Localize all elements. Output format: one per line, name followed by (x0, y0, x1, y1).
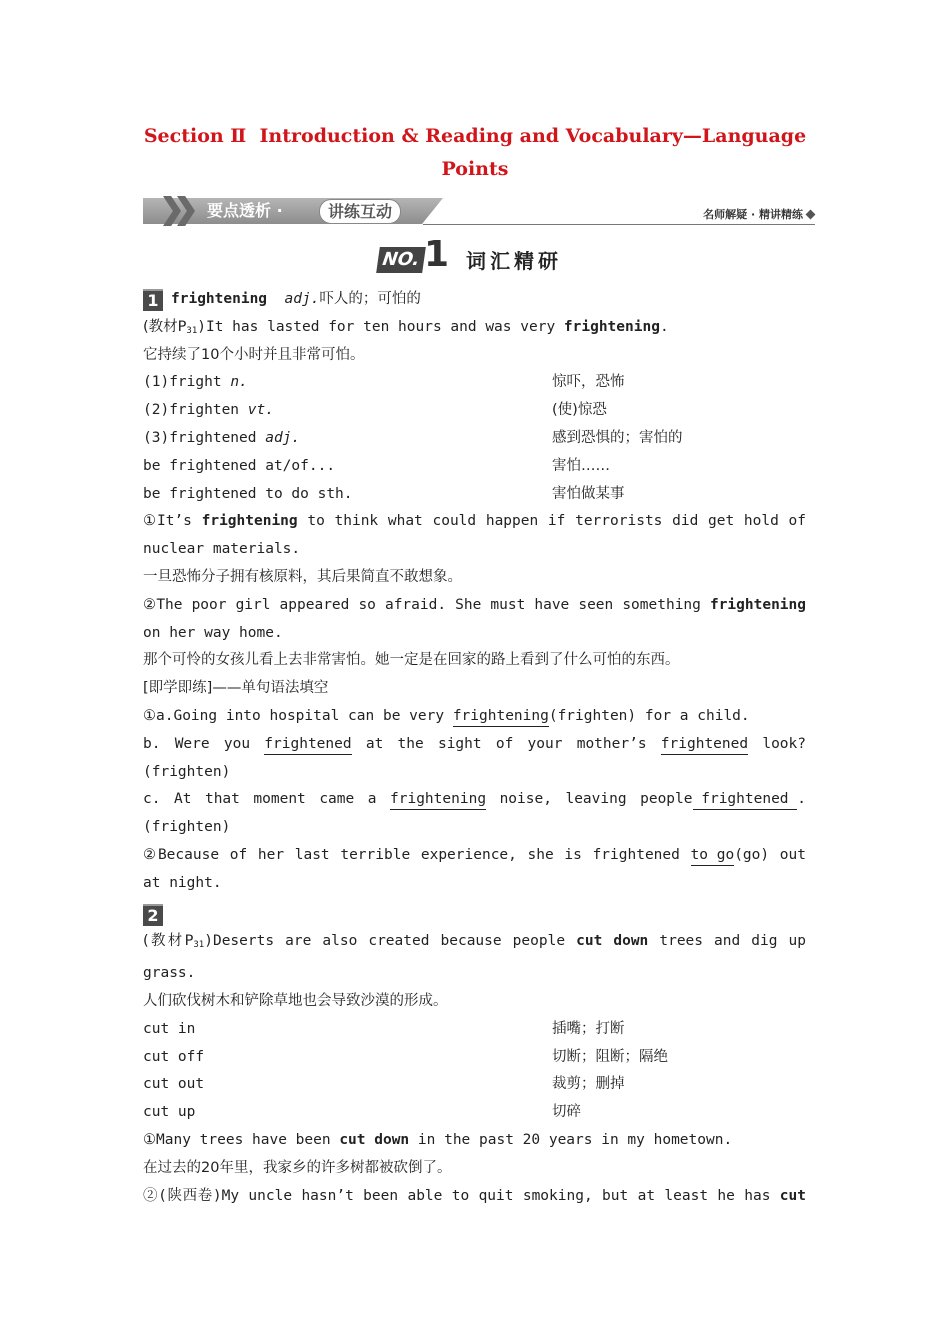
practice-title: [即学即练]——单句语法填空 (143, 680, 329, 697)
item-1-source: (教材$P_{31})It$ has lasted for ten hours and was very frightening. (143, 318, 669, 336)
phrase-row: cut in 插嘴；打断 (143, 1020, 625, 1037)
item-2-heading (143, 901, 806, 929)
section-number: 1 (424, 234, 450, 275)
page-title (140, 120, 810, 186)
item-2-example-1: ①Many trees have been cut down in the past 20 years in my hometown. (143, 1131, 733, 1148)
practice-q2: ②Because of her last terrible experience, she is frightened to go(go) out at night. (143, 846, 806, 891)
banner-label: 要点透析 · (207, 201, 283, 220)
form-row: (1)fright n. 惊吓，恐怖 (143, 374, 625, 391)
example-2-translation: 那个可怜的女孩儿看上去非常害怕。她一定是在回家的路上看到了什么可怕的东西。 (143, 652, 680, 669)
title-line-1: Section Ⅱ Introduction & Reading and Vocabulary—Language (143, 125, 807, 147)
no-label: NO. (376, 247, 426, 273)
section-banner (143, 196, 815, 228)
main-content (143, 286, 806, 1210)
phrase-row: cut out 裁剪；删掉 (143, 1076, 625, 1093)
answer-blank: frightened (264, 734, 351, 755)
section-title: 词汇精研 (466, 249, 562, 273)
form-row: be frightened at/of... 害怕…… (143, 457, 610, 474)
item-badge: 2 (143, 904, 163, 926)
example-1: ①It’s frightening to think what could happen if terrorists did get hold of nuclear materials. (143, 513, 806, 558)
example-2: ②The poor girl appeared so afraid. She must have seen something frightening on her way home. (143, 596, 806, 641)
form-row: (3)frightened adj. 感到恐惧的；害怕的 (143, 429, 683, 446)
banner-right-text: 名师解疑 · 精讲精练 (703, 208, 803, 221)
banner-divider (423, 224, 815, 225)
form-row: be frightened to do sth. 害怕做某事 (143, 485, 625, 502)
phrase-row: cut up 切碎 (143, 1104, 581, 1121)
practice-q1b: b. Were you frightened at the sight of your mother’s frightened look? (frighten) (143, 735, 806, 780)
answer-blank: frightened (661, 734, 748, 755)
item-2-source: (教材$P_{31})Deserts$ are also created because people cut down trees and dig up grass. (143, 933, 807, 982)
title-line-2: Points (441, 158, 509, 180)
item-word: frightening (171, 291, 268, 307)
item-meaning: 吓人的；可怕的 (319, 291, 421, 307)
item-2-example-2: ②(陕西卷)My uncle hasn’t been able to quit smoking, but at least he has cut (143, 1187, 806, 1204)
answer-blank: to go (691, 845, 735, 866)
answer-blank: frightening (390, 789, 486, 810)
example-1-translation: 一旦恐怖分子拥有核原料，其后果简直不敢想象。 (143, 568, 462, 585)
practice-q1c: c. At that moment came a frightening noise, leaving people frightened . (frighten) (143, 791, 806, 836)
diamond-icon (806, 210, 816, 220)
item-1-source-translation: 它持续了10个小时并且非常可怕。 (143, 346, 365, 363)
item-badge: 1 (143, 289, 163, 311)
item-1-heading (143, 286, 806, 314)
banner-pill: 讲练互动 (319, 199, 401, 224)
form-row: (2)frighten vt. (使)惊恐 (143, 402, 607, 419)
answer-blank: frightened (693, 789, 798, 810)
item-2-example-1-translation: 在过去的20年里，我家乡的许多树都被砍倒了。 (143, 1159, 452, 1176)
item-pos: adj. (284, 291, 320, 307)
item-2-source-translation: 人们砍伐树木和铲除草地也会导致沙漠的形成。 (143, 992, 448, 1009)
answer-blank: frightening (453, 706, 549, 727)
phrase-row: cut off 切断；阻断；隔绝 (143, 1048, 668, 1065)
practice-q1a: ①a.Going into hospital can be very frightening(frighten) for a child. (143, 703, 806, 731)
